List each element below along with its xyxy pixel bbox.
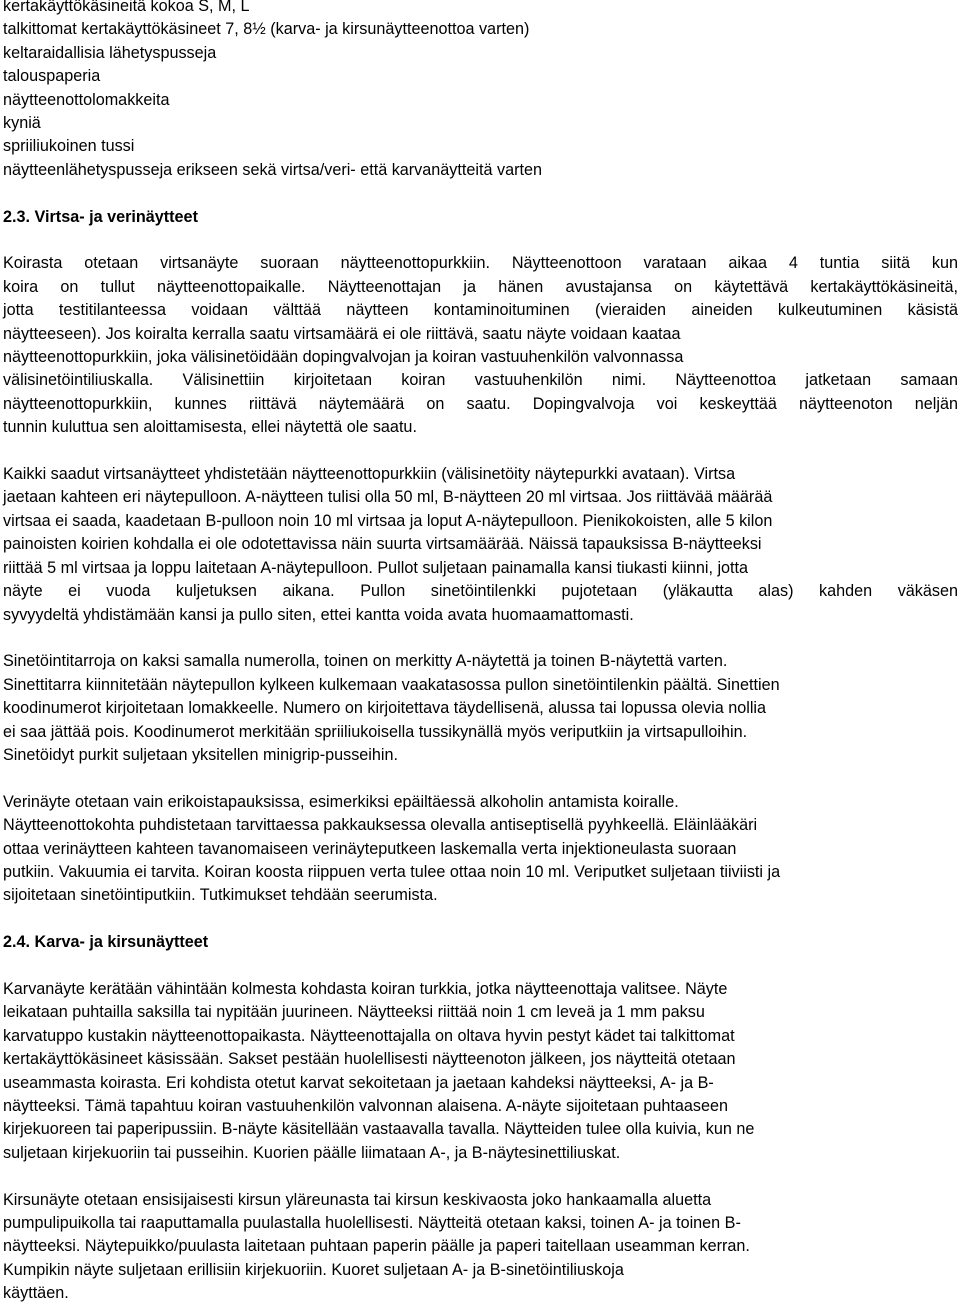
paragraph-line: jaetaan kahteen eri näytepulloon. A-näytteen tulisi olla 50 ml, B-näytteen 20 ml virtsaa. Jos riittävää määrää xyxy=(3,488,773,507)
list-item: talouspaperia xyxy=(3,67,101,86)
list-item: kyniä xyxy=(3,114,41,133)
paragraph-line: kertakäyttökäsineet käsissään. Sakset pestään huolellisesti näytteenoton jälkeen, jos näytteitä otetaan xyxy=(3,1050,736,1069)
paragraph xyxy=(3,463,958,627)
section-heading-2-4: 2.4. Karva- ja kirsunäytteet xyxy=(3,933,209,952)
paragraph-line: karvatuppo kustakin näytteenottopaikasta. Näytteenottajalla on oltava hyvin pestyt kädet tai talkittomat xyxy=(3,1026,735,1045)
list-item: talkittomat kertakäyttökäsineet 7, 8½ (karva- ja kirsunäytteenottoa varten) xyxy=(3,20,530,39)
paragraph-line: leikataan puhtailla saksilla tai nypitään juurineen. Näytteeksi riittää noin 1 cm leveä ja 1 mm paksu xyxy=(3,1003,705,1022)
list-item: kertakäyttökäsineitä kokoa S, M, L xyxy=(3,0,250,15)
paragraph xyxy=(3,978,958,1165)
paragraph-line: Verinäyte otetaan vain erikoistapauksissa, esimerkiksi epäiltäessä alkoholin antamista koiralle. xyxy=(3,792,679,811)
paragraph-line: koodinumerot kirjoitetaan lomakkeelle. Numero on kirjoitettava täydellisenä, alussa tai lopussa olevia nollia xyxy=(3,699,767,718)
paragraph-line: Näytteenottokohta puhdistetaan tarvittaessa pakkauksessa olevalla antiseptisellä pyyhkeellä. Eläinlääkäri xyxy=(3,816,758,835)
list-item: näytteenottolomakkeita xyxy=(3,90,170,109)
paragraph-line: näytteeseen). Jos koiralta kerralla saatu virtsamäärä ei ole riittävä, saatu näyte voidaan kaataa xyxy=(3,324,681,343)
paragraph-line: suljetaan kirjekuoriin tai pusseihin. Kuorien päälle liimataan A-, ja B-näytesinettiliuskat. xyxy=(3,1143,621,1162)
paragraph-line: pumpulipuikolla tai raaputtamalla puulastalla huolellisesti. Näytteitä otetaan kaksi, toinen A- ja toinen B- xyxy=(3,1214,741,1232)
paragraph-line: Kaikki saadut virtsanäytteet yhdistetään näytteenottopurkkiin (välisinetöity näytepurkki avataan). Virtsa xyxy=(3,465,736,484)
paragraph-line: riittää 5 ml virtsaa ja loppu laitetaan A-näytepulloon. Pullot suljetaan painamalla kansi tiukasti kiinni, jotta xyxy=(3,558,749,577)
paragraph-line: näytteenottopurkkiin, kunnes riittävä näytemäärä on saatu. Dopingvalvoja voi keskeyttää näytteenoton neljän xyxy=(3,394,958,413)
supply-list xyxy=(3,0,958,182)
paragraph-line: Sinetöidyt purkit suljetaan yksitellen minigrip-pusseihin. xyxy=(3,745,398,764)
paragraph-line: Sinetöintitarroja on kaksi samalla numerolla, toinen on merkitty A-näytettä ja toinen B-näytettä varten. xyxy=(3,652,728,671)
paragraph-line: Karvanäyte kerätään vähintään kolmesta kohdasta koiran turkkia, jotka näytteenottaja valitsee. Näyte xyxy=(3,979,728,998)
paragraph-line: tunnin kuluttua sen aloittamisesta, ellei näytettä ole saatu. xyxy=(3,418,417,437)
paragraph-line: putkiin. Vakuumia ei tarvita. Koiran koosta riippuen verta tulee ottaa noin 10 ml. Veriputket suljetaan tiiviisti ja xyxy=(3,862,781,881)
document-page xyxy=(3,0,958,1306)
paragraph-line: syvyydeltä yhdistämään kansi ja pullo siten, ettei kantta voida avata huomaamattomasti. xyxy=(3,605,634,624)
paragraph-line: näyte ei vuoda kuljetuksen aikana. Pullon sinetöintilenkki pujotetaan (yläkautta alas) kahden väkäsen xyxy=(3,582,958,601)
paragraph-line: käyttäen. xyxy=(3,1284,69,1303)
paragraph-line: Kumpikin näyte suljetaan erillisiin kirjekuoriin. Kuoret suljetaan A- ja B-sinetöintiliuskoja xyxy=(3,1260,624,1279)
paragraph-line: koira on tullut näytteenottopaikalle. Näytteenottajan ja hänen avustajansa on käytettävä kertakäyttökäsineitä, xyxy=(3,277,958,296)
paragraph-line: näytteenottopurkkiin, joka välisinetöidään dopingvalvojan ja koiran vastuuhenkilön valvonnassa xyxy=(3,348,684,367)
paragraph-line: välisinetöintiliuskalla. Välisinettiin kirjoitetaan koiran vastuuhenkilön nimi. Näytteenottoa jatketaan samaan xyxy=(3,371,958,390)
paragraph xyxy=(3,1189,958,1306)
paragraph-line: jotta testitilanteessa voidaan välttää näytteen kontaminoituminen (vieraiden aineiden kulkeutuminen käsistä xyxy=(3,301,958,320)
paragraph xyxy=(3,650,958,767)
paragraph-line: sijoitetaan sinetöintiputkiin. Tutkimukset tehdään seerumista. xyxy=(3,886,438,905)
section-heading-2-3: 2.3. Virtsa- ja verinäytteet xyxy=(3,207,198,226)
paragraph-line: virtsaa ei saada, kaadetaan B-pulloon noin 10 ml virtsaa ja loput A-näytepulloon. Pienikokoisten, alle 5 kilon xyxy=(3,511,773,530)
paragraph-line: Koirasta otetaan virtsanäyte suoraan näytteenottopurkkiin. Näytteenottoon varataan aikaa 4 tuntia siitä kun xyxy=(3,254,958,273)
paragraph-line: painoisten koirien kohdalla ei ole odotettavissa näin suurta virtsamäärää. Näissä tapauksissa B-näytteeksi xyxy=(3,535,762,554)
list-item: näytteenlähetyspusseja erikseen sekä virtsa/veri- että karvanäytteitä varten xyxy=(3,160,542,179)
paragraph-line: ottaa verinäytteen kahteen tavanomaiseen verinäyteputkeen laskemalla verta injektioneulasta suoraan xyxy=(3,839,737,858)
paragraph-line: näytteeksi. Näytepuikko/puulasta laitetaan puhtaan paperin päälle ja paperi taitellaan useamman kerran. xyxy=(3,1237,750,1256)
paragraph-line: kirjekuoreen tai paperipussiin. B-näyte käsitellään vastaavalla tavalla. Näytteiden tulee olla kuivia, kun ne xyxy=(3,1120,755,1139)
paragraph-line: Sinettitarra kiinnitetään näytepullon kylkeen kulkemaan vaakatasossa pullon sinetöintilenkin päältä. Sinettien xyxy=(3,675,780,694)
paragraph-line: ei saa jättää pois. Koodinumerot merkitään spriiliukoisella tussikynällä myös veriputkiin ja virtsapulloihin. xyxy=(3,722,748,741)
paragraph-line: näytteeksi. Tämä tapahtuu koiran vastuuhenkilön valvonnan alaisena. A-näyte sijoitetaan puhtaaseen xyxy=(3,1096,729,1115)
paragraph-line: Kirsunäyte otetaan ensisijaisesti kirsun yläreunasta tai kirsun keskivaosta joko hankaamalla aluetta xyxy=(3,1190,712,1209)
paragraph-line: useammasta koirasta. Eri kohdista otetut karvat sekoitetaan ja jaetaan kahdeksi näytteeksi, A- ja B- xyxy=(3,1073,714,1092)
paragraph xyxy=(3,791,958,908)
list-item: keltaraidallisia lähetyspusseja xyxy=(3,43,217,62)
paragraph xyxy=(3,252,958,439)
list-item: spriiliukoinen tussi xyxy=(3,137,135,156)
